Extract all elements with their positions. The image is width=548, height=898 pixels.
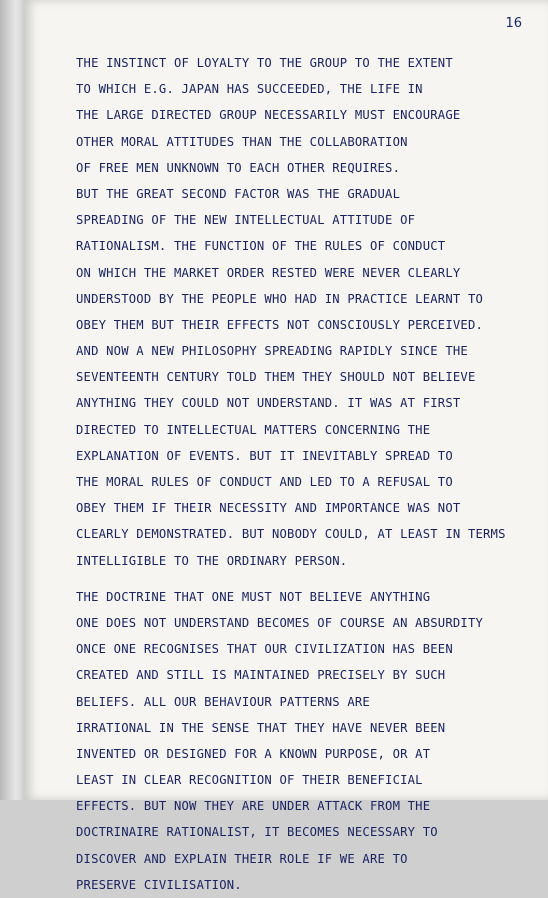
- text-line: DISCOVER AND EXPLAIN THEIR ROLE IF WE ARE TO: [76, 851, 408, 866]
- text-line: OBEY THEM BUT THEIR EFFECTS NOT CONSCIOUSLY PERCEIVED.: [76, 317, 484, 332]
- previous-page-edge: [0, 0, 22, 800]
- text-line: ONE DOES NOT UNDERSTAND BECOMES OF COURSE AN ABSURDITY: [76, 615, 484, 630]
- text-line: CLEARLY DEMONSTRATED. BUT NOBODY COULD, AT LEAST IN TERMS: [76, 527, 506, 542]
- paragraph-gap: [76, 574, 536, 584]
- text-line: BUT THE GREAT SECOND FACTOR WAS THE GRADUAL: [76, 186, 401, 201]
- text-line: ONCE ONE RECOGNISES THAT OUR CIVILIZATION HAS BEEN: [76, 642, 453, 657]
- notebook-page: [24, 0, 548, 892]
- text-line: BELIEFS. ALL OUR BEHAVIOUR PATTERNS ARE: [76, 694, 370, 709]
- text-line: DOCTRINAIRE RATIONALIST, IT BECOMES NECESSARY TO: [76, 825, 438, 840]
- text-line: THE LARGE DIRECTED GROUP NECESSARILY MUST ENCOURAGE: [76, 108, 461, 123]
- text-line: AND NOW A NEW PHILOSOPHY SPREADING RAPIDLY SINCE THE: [76, 344, 468, 359]
- text-line: THE INSTINCT OF LOYALTY TO THE GROUP TO THE EXTENT: [76, 56, 453, 70]
- text-line: UNDERSTOOD BY THE PEOPLE WHO HAD IN PRACTICE LEARNT TO: [76, 291, 484, 306]
- text-line: LEAST IN CLEAR RECOGNITION OF THEIR BENEFICIAL: [76, 773, 423, 788]
- text-line: ANYTHING THEY COULD NOT UNDERSTAND. IT WAS AT FIRST: [76, 396, 461, 411]
- text-line: SEVENTEENTH CENTURY TOLD THEM THEY SHOULD NOT BELIEVE: [76, 370, 476, 385]
- text-line: OF FREE MEN UNKNOWN TO EACH OTHER REQUIRES.: [76, 160, 401, 175]
- text-line: INVENTED OR DESIGNED FOR A KNOWN PURPOSE, OR AT: [76, 746, 431, 761]
- text-line: ON WHICH THE MARKET ORDER RESTED WERE NEVER CLEARLY: [76, 265, 461, 280]
- text-line: EFFECTS. BUT NOW THEY ARE UNDER ATTACK FROM THE: [76, 799, 431, 814]
- text-line: THE DOCTRINE THAT ONE MUST NOT BELIEVE ANYTHING: [76, 589, 431, 604]
- text-line: CREATED AND STILL IS MAINTAINED PRECISELY BY SUCH: [76, 668, 446, 683]
- text-line: SPREADING OF THE NEW INTELLECTUAL ATTITUDE OF: [76, 213, 416, 228]
- page-number: 16: [505, 16, 522, 31]
- text-line: OTHER MORAL ATTITUDES THAN THE COLLABORATION: [76, 134, 408, 149]
- text-line: DIRECTED TO INTELLECTUAL MATTERS CONCERNING THE: [76, 422, 431, 437]
- text-line: INTELLIGIBLE TO THE ORDINARY PERSON.: [76, 553, 348, 568]
- text-line: RATIONALISM. THE FUNCTION OF THE RULES OF CONDUCT: [76, 239, 446, 254]
- text-line: IRRATIONAL IN THE SENSE THAT THEY HAVE NEVER BEEN: [76, 720, 446, 735]
- text-line: THE MORAL RULES OF CONDUCT AND LED TO A REFUSAL TO: [76, 475, 453, 489]
- text-line: OBEY THEM IF THEIR NECESSITY AND IMPORTANCE WAS NOT: [76, 501, 461, 516]
- handwritten-text: [76, 50, 536, 898]
- text-line: EXPLANATION OF EVENTS. BUT IT INEVITABLY SPREAD TO: [76, 448, 453, 463]
- text-line: PRESERVE CIVILISATION.: [76, 877, 242, 892]
- text-line: TO WHICH E.G. JAPAN HAS SUCCEEDED, THE LIFE IN: [76, 82, 423, 97]
